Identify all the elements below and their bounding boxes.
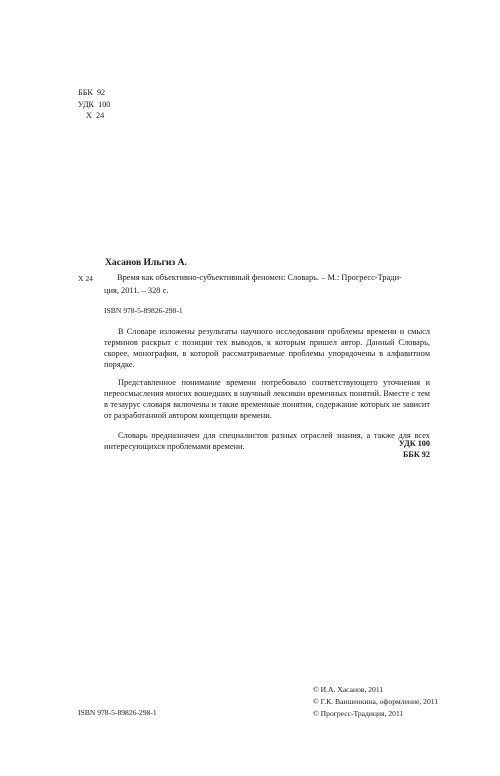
bibliographic-description bbox=[104, 271, 430, 297]
isbn-main: ISBN 978-5-89826-298-1 bbox=[104, 306, 183, 315]
bbk-right: ББК 92 bbox=[403, 450, 430, 459]
author-mark: Х 24 bbox=[86, 111, 105, 120]
bbk-code: ББК 92 bbox=[78, 88, 106, 97]
author-name: Хасанов Ильгиз А. bbox=[105, 257, 187, 268]
classification-right bbox=[399, 438, 430, 460]
annotation-paragraph: В Словаре изложены результаты научного исследования проблемы времени и смысл терминов раскрыт с позиции тех выводов, к которым пришел автор. Данный Словарь, скорее, монография, в которой рассматриваемые проблемы упорядочены в алфавитном порядке. bbox=[104, 327, 430, 369]
description-line: ция, 2011. – 328 с. bbox=[104, 286, 169, 295]
classification-block bbox=[78, 87, 110, 122]
annotation-paragraph: Словарь предназначен для специалистов разных отраслей знания, а также для всех интересующихся проблемами времени. bbox=[104, 431, 430, 451]
annotation bbox=[104, 326, 430, 459]
description-line: Время как объективно-субъективный феномен: Словарь. – М.: Прогресс-Тради- bbox=[117, 273, 402, 282]
copyright-line: © Прогресс-Традиция, 2011 bbox=[313, 709, 404, 718]
udk-right: УДК 100 bbox=[398, 439, 430, 448]
udk-code: УДК 100 bbox=[78, 99, 111, 109]
author-code-side: Х 24 bbox=[78, 274, 93, 283]
isbn-bottom: ISBN 978-5-89826-298-1 bbox=[78, 708, 157, 717]
copyright-line: © Г.К. Ваншенкина, оформление, 2011 bbox=[313, 697, 439, 706]
copyright-block bbox=[313, 684, 438, 720]
copyright-line: © И.А. Хасанов, 2011 bbox=[313, 685, 384, 694]
annotation-paragraph: Представленное понимание времени потребовало соответствующего уточнения и переосмысления многих вошедших в научный лексикон временных понятий. Вместе с тем в тезаурус словаря включены и такие временные понятия, содержание которых не зависит от разработанной автором концепции времени. bbox=[104, 378, 430, 420]
